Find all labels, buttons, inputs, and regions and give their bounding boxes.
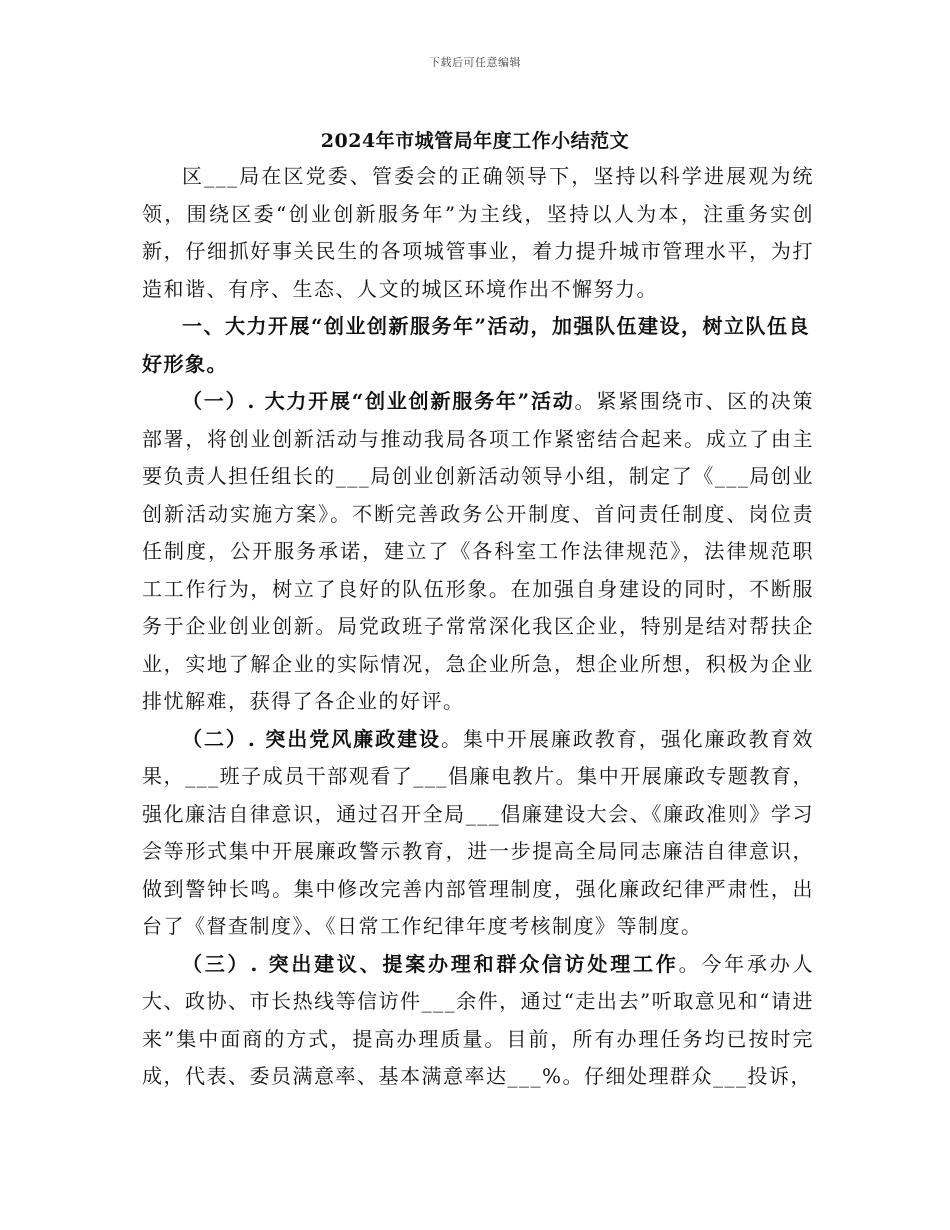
subsection-2-text: 。集中开展廉政教育，强化廉政教育效果，___班子成员干部观看了___倡廉电教片。集中开展廉政专题教育，强化廉洁自律意识，通过召开全局___倡廉建设大会、《廉政准则》学习会等形式集中开展廉政警示教育，进一步提高全局同志廉洁自律意识，做到警钟长鸣。集中修改完善内部管理制度，强化廉政纪律严肃性，出台了《督查制度》、《日常工作纪律年度考核制度》等制度。 bbox=[142, 726, 814, 938]
subsection-2-heading: （二）. 突出党风廉政建设 bbox=[182, 726, 442, 751]
subsection-1-heading: （一）. 大力开展“创业创新服务年”活动 bbox=[182, 389, 575, 413]
document-title: 2024年市城管局年度工作小结范文 bbox=[320, 130, 630, 152]
subsection-1-text: 。紧紧围绕市、区的决策部署，将创业创新活动与推动我局各项工作紧密结合起来。成立了由主要负责人担任组长的___局创业创新活动领导小组，制定了《___局创业创新活动实施方案》。不断完善政务公开制度、首问责任制度、岗位责任制度，公开服务承诺，建立了《各科室工作法律规范》，法律规范职工工作行为，树立了良好的队伍形象。在加强自身建设的同时，不断服务于企业创业创新。局党政班子常常深化我区企业，特别是结对帮扶企业，实地了解企业的实际情况，急企业所急，想企业所想，积极为企业排忧解难，获得了各企业的好评。 bbox=[142, 389, 814, 713]
subsection-3-text: 。今年承办人大、政协、市长热线等信访件___余件，通过“走出去”听取意见和“请进来”集中面商的方式，提高办理质量。目前，所有办理任务均已按时完成，代表、委员满意率、基本满意率达___%。仔细处理群众___投诉， bbox=[142, 951, 814, 1088]
subsection-1-paragraph bbox=[142, 383, 814, 721]
document-body bbox=[142, 158, 814, 1096]
intro-paragraph: 区___局在区党委、管委会的正确领导下，坚持以科学进展观为统领，围绕区委“创业创新服务年”为主线，坚持以人为本，注重务实创新，仔细抓好事关民生的各项城管事业，着力提升城市管理水平，为打造和谐、有序、生态、人文的城区环境作出不懈努力。 bbox=[142, 164, 814, 301]
subsection-3-heading: （三）. 突出建议、提案办理和群众信访处理工作 bbox=[182, 951, 679, 976]
section-heading-1: 一、大力开展“创业创新服务年”活动，加强队伍建设，树立队伍良好形象。 bbox=[142, 314, 811, 376]
subsection-3-paragraph bbox=[142, 946, 814, 1096]
header-note: 下载后可任意编辑 bbox=[429, 56, 521, 69]
subsection-2-paragraph bbox=[142, 721, 814, 946]
